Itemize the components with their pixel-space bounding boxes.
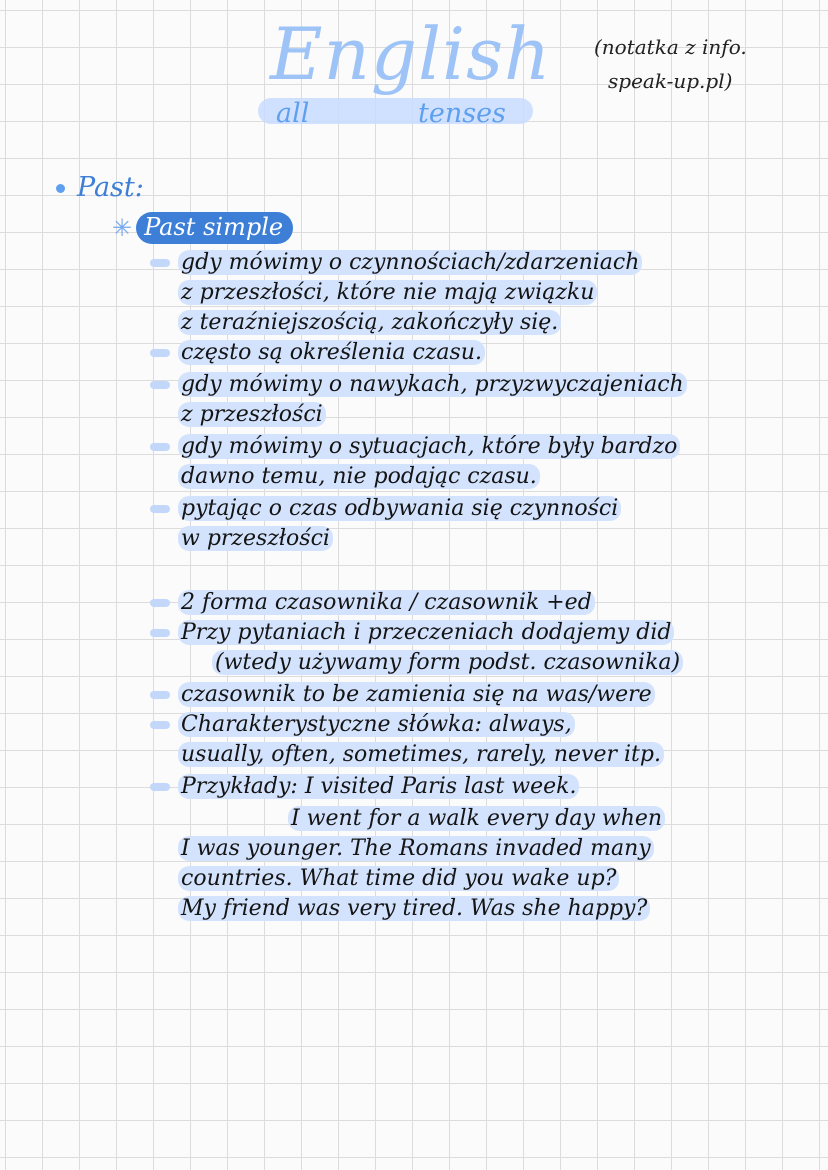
subtitle-word-all: all (276, 98, 310, 129)
note-line (150, 864, 619, 894)
note-line-text: gdy mówimy o czynnościach/zdarzeniach (178, 250, 642, 275)
note-line-text: dawno temu, nie podając czasu. (178, 464, 540, 489)
note-line (150, 338, 485, 368)
dash-bullet-icon (150, 443, 170, 451)
subtitle-word-tenses: tenses (418, 98, 506, 129)
note-line-text: countries. What time did you wake up? (178, 866, 619, 891)
note-line-text: I went for a walk every day when (288, 806, 665, 831)
note-line (150, 772, 579, 802)
dash-bullet-icon (150, 691, 170, 699)
dash-bullet-icon (150, 381, 170, 389)
note-line (150, 804, 665, 834)
note-line (150, 894, 650, 924)
note-line (150, 740, 664, 770)
dash-bullet-icon (150, 349, 170, 357)
asterisk-icon: ✳ (112, 214, 133, 242)
dash-bullet-icon (150, 721, 170, 729)
note-line (150, 648, 683, 678)
source-note (594, 30, 824, 98)
note-line (150, 248, 642, 278)
note-line-text: gdy mówimy o sytuacjach, które były bardzo (178, 434, 680, 459)
source-note-line-2: speak-up.pl) (608, 69, 733, 93)
note-line (150, 524, 333, 554)
bullet-dot-icon (56, 184, 65, 193)
note-line-text: (wtedy używamy form podst. czasownika) (212, 650, 683, 675)
note-line (150, 400, 326, 430)
note-line (150, 278, 597, 308)
page-title: English (270, 12, 552, 96)
note-line-text: z teraźniejszością, zakończyły się. (178, 310, 561, 335)
dash-bullet-icon (150, 259, 170, 267)
dash-bullet-icon (150, 599, 170, 607)
note-line-text: usually, often, sometimes, rarely, never itp. (178, 742, 664, 767)
note-line-text: My friend was very tired. Was she happy? (178, 896, 650, 921)
note-line-text: z przeszłości (178, 402, 326, 427)
note-line (150, 308, 561, 338)
note-line (150, 618, 674, 648)
source-note-line-1: (notatka z info. (594, 35, 747, 59)
section-heading (56, 172, 144, 203)
dash-bullet-icon (150, 783, 170, 791)
note-line-text: Przykłady: I visited Paris last week. (178, 774, 579, 799)
title-block (250, 12, 552, 148)
note-line (150, 680, 655, 710)
note-line-text: gdy mówimy o nawykach, przyzwyczajeniach (178, 372, 687, 397)
note-line-text: czasownik to be zamienia się na was/were (178, 682, 655, 707)
note-line-text: z przeszłości, które nie mają związku (178, 280, 597, 305)
note-line-text: często są określenia czasu. (178, 340, 485, 365)
note-line (150, 710, 575, 740)
subsection-label: Past simple (136, 212, 293, 244)
note-line (150, 370, 687, 400)
note-line (150, 588, 595, 618)
note-line (150, 834, 654, 864)
dash-bullet-icon (150, 629, 170, 637)
section-label: Past: (77, 172, 144, 203)
note-line-text: I was younger. The Romans invaded many (178, 836, 654, 861)
note-line (150, 462, 540, 492)
note-line-text: Przy pytaniach i przeczeniach dodajemy did (178, 620, 674, 645)
note-line-text: pytając o czas odbywania się czynności (178, 496, 621, 521)
note-line-text: 2 forma czasownika / czasownik +ed (178, 590, 595, 615)
note-line (150, 432, 680, 462)
note-line-text: w przeszłości (178, 526, 333, 551)
dash-bullet-icon (150, 505, 170, 513)
note-line-text: Charakterystyczne słówka: always, (178, 712, 575, 737)
note-line (150, 494, 621, 524)
subsection-heading (112, 212, 293, 244)
